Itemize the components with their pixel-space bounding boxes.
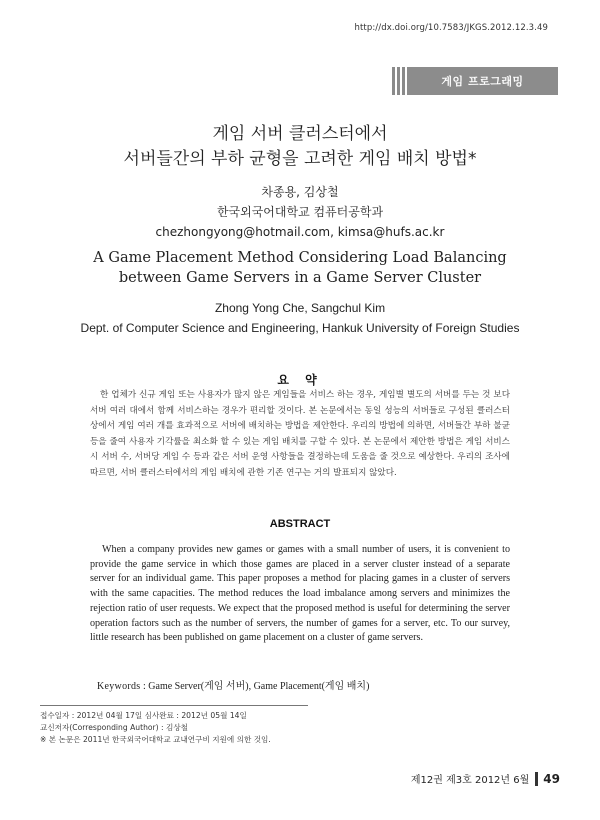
page-footer	[411, 771, 560, 786]
abstract-en-heading: ABSTRACT	[269, 518, 331, 530]
footnote-funding: ※ 본 논문은 2011년 한국외국어대학교 교내연구비 지원에 의한 것임.	[40, 735, 271, 744]
author-names-en: Zhong Yong Che, Sangchul Kim	[214, 301, 386, 315]
authors-korean	[0, 182, 600, 242]
title-english: A Game Placement Method Considering Load Balancing between Game Servers in a Game Server Cluster	[93, 250, 507, 286]
section-tab-decoration	[392, 67, 405, 95]
title-korean-line2: 서버들간의 부하 균형을 고려한 게임 배치 방법*	[123, 149, 477, 169]
abstract-ko-body: 한 업체가 신규 게임 또는 사용자가 많지 않은 게임들을 서비스 하는 경우, 게임별 별도의 서버를 두는 것 보다 서버 여러 대에서 함께 서비스하는 경우가 편리할 것이다. 본 논문에서는 동일 성능의 서버들로 구성된 클러스터 상에서 게임 여러 개를 효과적으로 서버에 배치하는 방법을 제안한다. 우리의 방법에 의하면, 서버들간 부하 불균등을 줄여 사용자 기각률을 최소화 할 수 있는 게임 배치를 구할 수 있다. 본 논문에서 제안한 방법은 게임 서비스 시 서버 수, 서버당 게임 수 등과 같은 서버 운영 사항들을 결정하는데 도움을 줄 것으로 예상한다. 우리의 조사에 따르면, 서버 클러스터에서의 게임 배치에 관한 기존 연구는 거의 발표되지 않았다.	[90, 390, 510, 478]
section-label: 게임 프로그래밍	[407, 67, 558, 95]
author-names-ko: 차종용, 김상철	[261, 185, 339, 199]
affiliation-ko: 한국외국어대학교 컴퓨터공학과	[216, 205, 384, 219]
section-tab	[392, 67, 558, 95]
abstract-en-body: When a company provides new games or games with a small number of users, it is convenient to provide the game service in which those games are placed in a server cluster instead of a separate server for an individual game. This paper proposes a method for placing games in a cluster of servers with the same capacities. The method reduces the load imbalance among servers and minimizes the rejection ratio of user requests. We expect that the proposed method is useful for determining the server operation factors such as the number of servers, the number of games for a server, etc. To our survey, little research has been published on game placement on a cluster of game servers.	[90, 544, 510, 644]
keywords-label: Keywords	[97, 681, 141, 692]
journal-volume: 제12권 제3호 2012년 6월	[410, 775, 530, 786]
page-number: 49	[543, 771, 560, 786]
authors-english	[0, 298, 600, 338]
footnote-dates: 접수일자 : 2012년 04월 17일 심사완료 : 2012년 05월 14일	[40, 711, 247, 720]
footer-separator	[535, 772, 538, 786]
author-emails: chezhongyong@hotmail.com, kimsa@hufs.ac.kr	[155, 225, 445, 239]
abstract-ko-heading: 요 약	[277, 373, 323, 387]
footnote-corresponding: 교신저자(Corresponding Author) : 김상철	[40, 723, 189, 732]
doi-link[interactable]: http://dx.doi.org/10.7583/JKGS.2012.12.3.49	[354, 23, 548, 33]
footnote-divider	[40, 705, 308, 706]
keywords-text: : Game Server(게임 서버), Game Placement(게임 배치)	[143, 681, 370, 692]
affiliation-en: Dept. of Computer Science and Engineering, Hankuk University of Foreign Studies	[80, 321, 520, 335]
keywords	[97, 677, 517, 692]
footnotes	[40, 710, 460, 746]
title-korean-line1: 게임 서버 클러스터에서	[212, 124, 388, 144]
title-korean	[0, 122, 600, 172]
